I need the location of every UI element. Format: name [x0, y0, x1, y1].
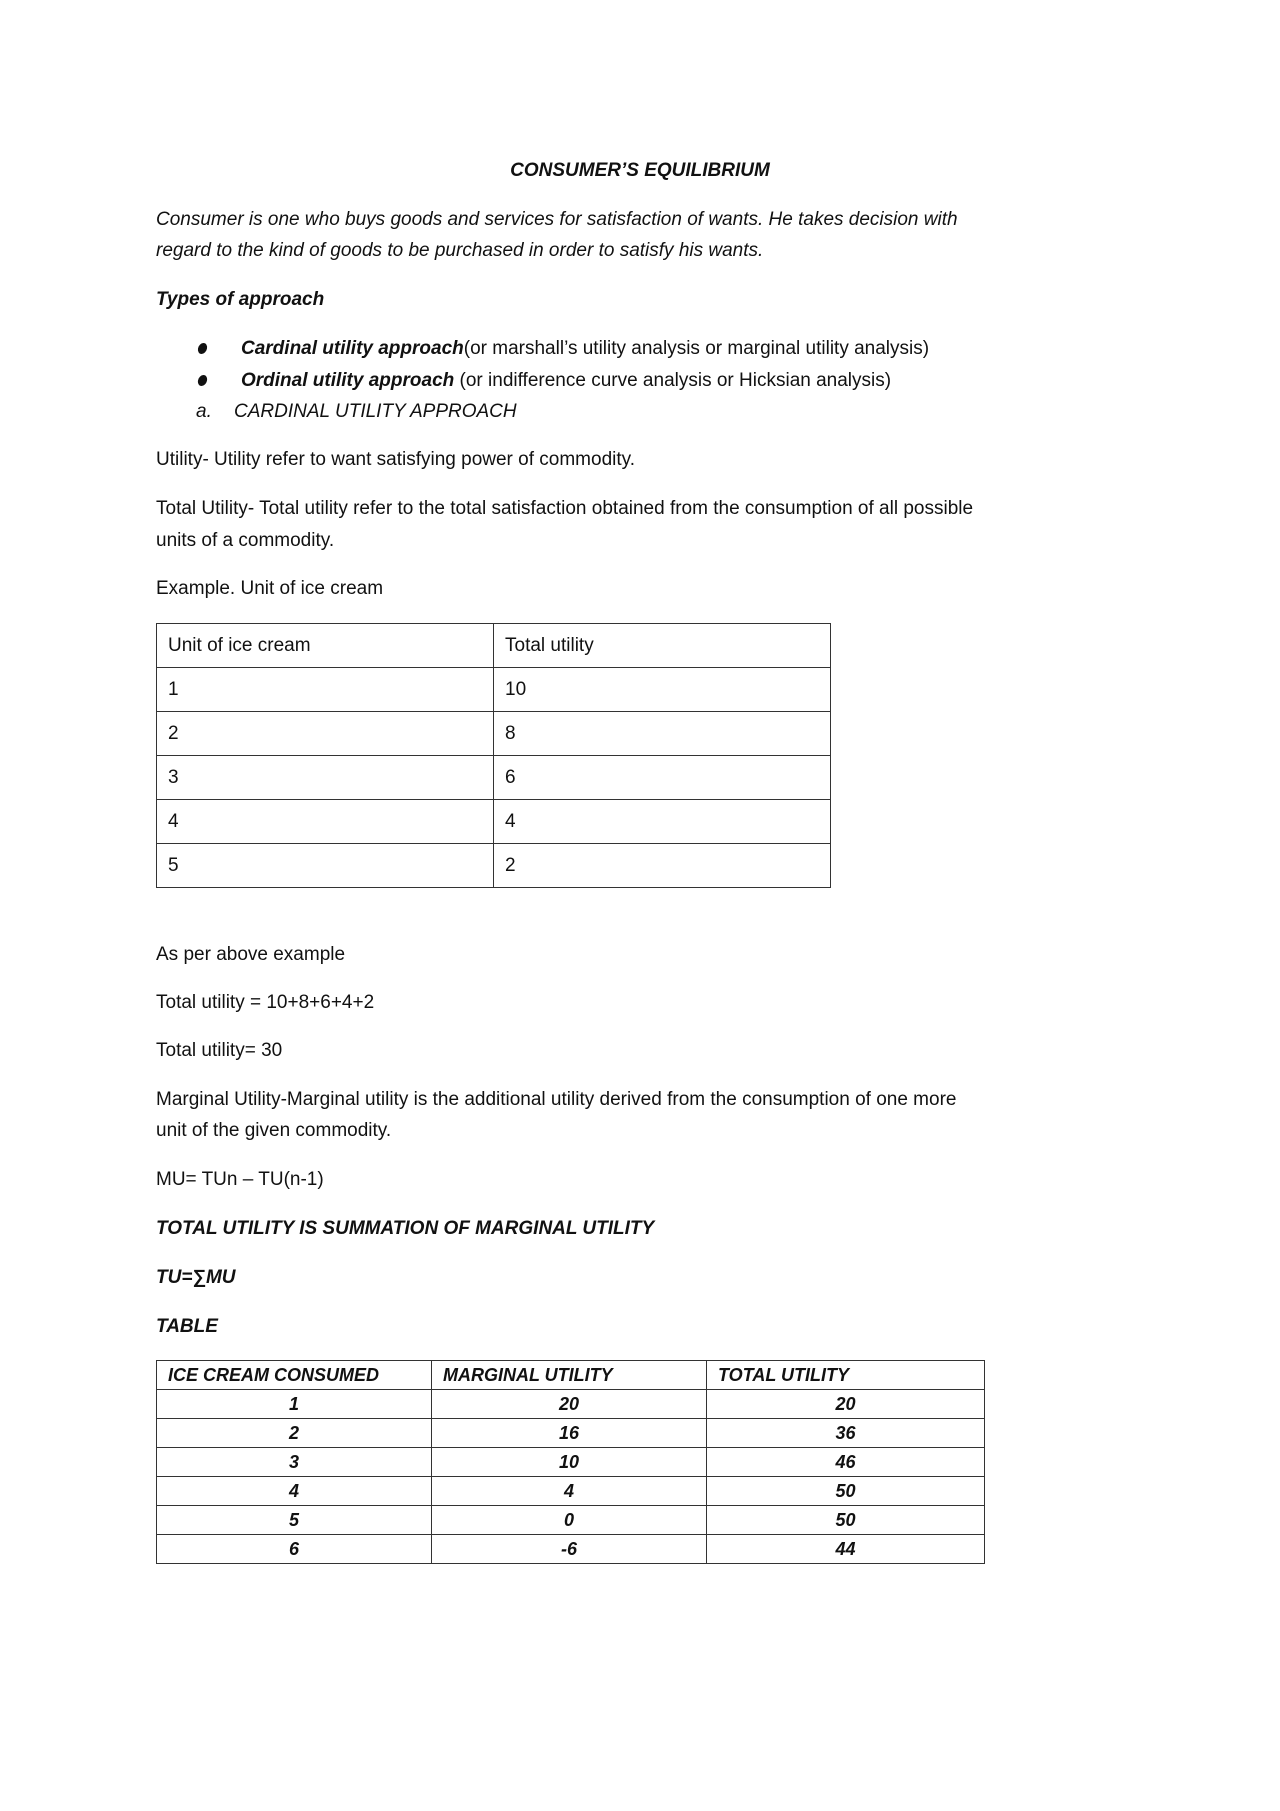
summation-formula: TU=∑MU: [156, 1267, 236, 1288]
table-header: ICE CREAM CONSUMED: [157, 1361, 432, 1390]
table-cell: 50: [707, 1506, 985, 1535]
table-cell: 0: [432, 1506, 707, 1535]
total-utility-result: Total utility= 30: [156, 1040, 283, 1061]
table-cell: 36: [707, 1419, 985, 1448]
table-cell: 3: [157, 1448, 432, 1477]
table-cell: 2: [157, 1419, 432, 1448]
utility-definition: Utility- Utility refer to want satisfying power of commodity.: [156, 449, 636, 470]
marginal-total-utility-table: [156, 1360, 985, 1564]
bullet-icon: [197, 375, 208, 386]
table-header: TOTAL UTILITY: [707, 1361, 985, 1390]
table-row: [157, 756, 831, 800]
page-title: CONSUMER’S EQUILIBRIUM: [510, 160, 770, 181]
types-heading: Types of approach: [156, 289, 325, 310]
table-row: [157, 668, 831, 712]
table-cell: 4: [494, 800, 831, 844]
table-cell: 50: [707, 1477, 985, 1506]
marginal-utility-definition-2: unit of the given commodity.: [156, 1120, 392, 1141]
as-per-example: As per above example: [156, 944, 346, 965]
sub-heading: CARDINAL UTILITY APPROACH: [234, 401, 517, 422]
table-cell: 2: [494, 844, 831, 888]
table-cell: 2: [157, 712, 494, 756]
total-utility-sum: Total utility = 10+8+6+4+2: [156, 992, 375, 1013]
table-cell: 6: [494, 756, 831, 800]
table-row: [157, 800, 831, 844]
table-row: [157, 1390, 985, 1419]
table-row: [157, 1477, 985, 1506]
table-cell: 5: [157, 844, 494, 888]
bullet-icon: [197, 343, 208, 354]
table-cell: 4: [432, 1477, 707, 1506]
marginal-utility-definition-1: Marginal Utility-Marginal utility is the additional utility derived from the consumption of one more: [156, 1089, 957, 1110]
ice-cream-total-utility-table: [156, 623, 831, 888]
table-cell: 4: [157, 800, 494, 844]
table-row: [157, 1448, 985, 1477]
intro-line-2: regard to the kind of goods to be purchased in order to satisfy his wants.: [156, 240, 764, 261]
table-header-row: [157, 1361, 985, 1390]
table-cell: 10: [494, 668, 831, 712]
table-cell: 8: [494, 712, 831, 756]
total-utility-definition-1: Total Utility- Total utility refer to the total satisfaction obtained from the consumption of all possible: [156, 498, 974, 519]
table-row: [157, 1419, 985, 1448]
bullet-bold: Cardinal utility approach: [241, 338, 464, 359]
table-row: [157, 712, 831, 756]
mu-formula: MU= TUn – TU(n-1): [156, 1169, 324, 1190]
table-cell: 4: [157, 1477, 432, 1506]
table-header: Unit of ice cream: [157, 624, 494, 668]
table-header-row: [157, 624, 831, 668]
table-label: TABLE: [156, 1316, 218, 1337]
table-cell: 20: [432, 1390, 707, 1419]
table-row: [157, 844, 831, 888]
table-cell: 46: [707, 1448, 985, 1477]
table-cell: 10: [432, 1448, 707, 1477]
example-label: Example. Unit of ice cream: [156, 578, 384, 599]
table-row: [157, 1506, 985, 1535]
table-cell: 3: [157, 756, 494, 800]
table-cell: -6: [432, 1535, 707, 1564]
bullet-item-cardinal: [198, 338, 929, 360]
table-cell: 6: [157, 1535, 432, 1564]
table-cell: 44: [707, 1535, 985, 1564]
bullet-bold: Ordinal utility approach: [241, 370, 455, 391]
table-header: Total utility: [494, 624, 831, 668]
table-cell: 1: [157, 1390, 432, 1419]
bullet-rest: (or marshall’s utility analysis or marginal utility analysis): [463, 338, 930, 359]
bullet-rest: (or indifference curve analysis or Hicksian analysis): [454, 370, 892, 391]
table-cell: 1: [157, 668, 494, 712]
intro-line-1: Consumer is one who buys goods and services for satisfaction of wants. He takes decision with: [156, 209, 958, 230]
summation-heading: TOTAL UTILITY IS SUMMATION OF MARGINAL UTILITY: [156, 1218, 655, 1239]
table-cell: 20: [707, 1390, 985, 1419]
table-cell: 16: [432, 1419, 707, 1448]
table-header: MARGINAL UTILITY: [432, 1361, 707, 1390]
table-row: [157, 1535, 985, 1564]
sub-marker: a.: [196, 401, 212, 422]
table-cell: 5: [157, 1506, 432, 1535]
total-utility-definition-2: units of a commodity.: [156, 530, 335, 551]
bullet-item-ordinal: [198, 370, 891, 392]
